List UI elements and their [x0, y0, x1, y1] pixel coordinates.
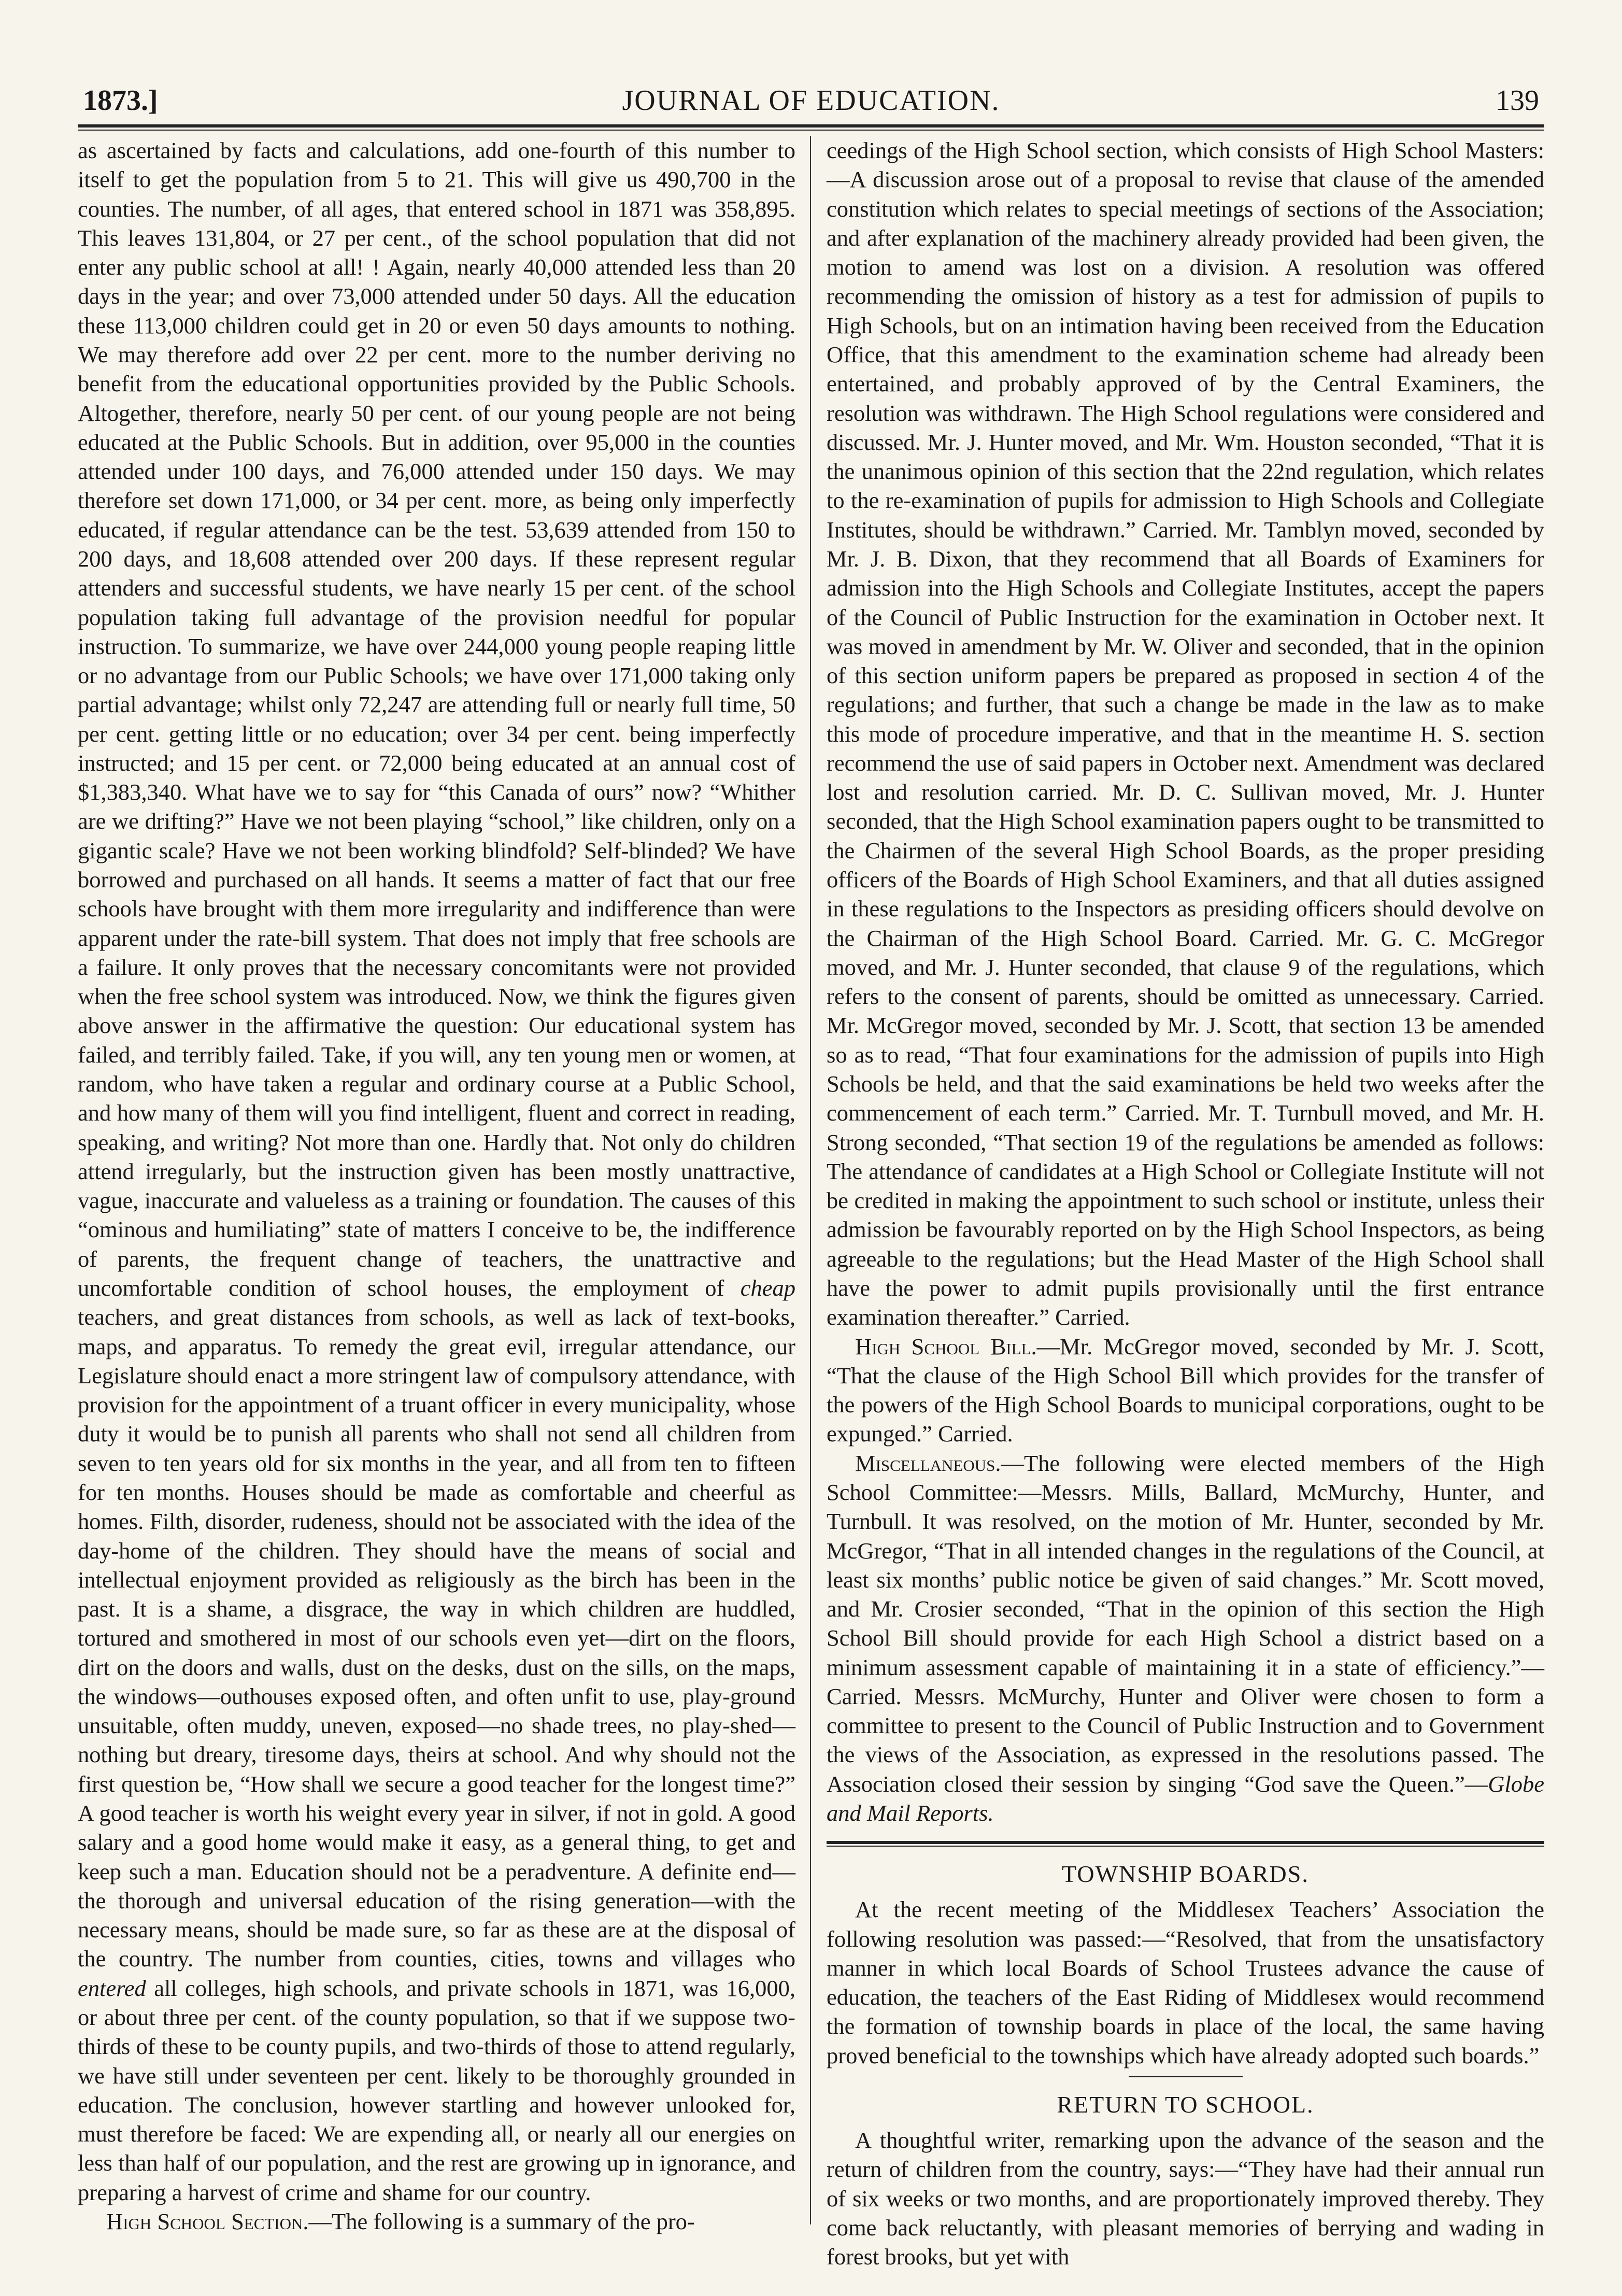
article-paragraph: as ascertained by facts and calculations, add one-fourth of this number to itself to get the population from 5 to 21. This will give us 490,700 in the counties. The number, of all ages, that entered school in 1871 was 358,895. This leaves 131,804, or 27 per cent., of the school population that did not enter any public school at all! ! Again, nearly 40,000 attended less than 20 days in the year; and over 73,000 attended under 50 days. All the education these 113,000 children could get in 20 or even 50 days amounts to nothing. We may therefore add over 22 per cent. more to the number deriving no benefit from the educational opportunities provided by the Public Schools. Altogether, therefore, nearly 50 per cent. of our young people are not being educated at the Public Schools. But in addition, over 95,000 in the counties attended under 100 days, and 76,000 attended under 150 days. We may therefore set down 171,000, or 34 per cent. more, as being only imperfectly educated, if regular attendance can be the test. 53,639 attended from 150 to 200 days, and 18,608 attended over 200 days. If these represent regular attenders and successful students, we have nearly 15 per cent. of the school population taking full advantage of the provision needful for popular instruction. To summarize, we have over 244,000 young people reaping little or no advantage from our Public Schools; we have over 171,000 taking only partial advantage; whilst only 72,247 are attending full or nearly full time, 50 per cent. getting little or no education; over 34 per cent. being imperfectly instructed; and 15 per cent. or 72,000 being educated at an annual cost of $1,383,340. What have we to say for “this Canada of ours” now? “Whither are we drifting?” Have we not been playing “school,” like children, only on a gigantic scale? Have we not been working blindfold? Self-blinded? We have borrowed and purchased on all hands. It seems a matter of fact that our free schools have brought with them more irregularity and indifference than were apparent under the rate-bill system. That does not imply that free schools are a failure. It only proves that the necessary concomitants were not provided when the free school system was introduced. Now, we think the figures given above answer in the affirmative the question: Our educational system has failed, and terribly failed. Take, if you will, any ten young men or women, at random, who have taken a regular and ordinary course at a Public School, and how many of them will you find intelligent, fluent and correct in reading, speaking, and writing? Not more than one. Hardly that. Not only do children attend irregularly, but the instruction given has been mostly unattractive, vague, inaccurate and valueless as a training or foundation. The causes of this “ominous and humiliating” state of matters I conceive to be, the indifference of parents, the frequent change of teachers, the unattractive and uncomfortable condition of school houses, the employment of cheap teachers, and great distances from schools, as well as lack of text-books, maps, and apparatus. To remedy the great evil, irregular attendance, our Legislature should enact a more stringent law of compulsory attendance, with provision for the appointment of a truant officer in every municipality, whose duty it would be to punish all parents who shall not send all children from seven to ten years old for six months in the year, and all from ten to fifteen for ten months. Houses should be made as comfortable and cheerful as homes. Filth, disorder, rudeness, should not be associated with the idea of the day-home of the children. They should have the means of social and intellectual enjoyment provided as religiously as the birch has been in the past. It is a shame, a disgrace, the way in which children are huddled, tortured and smothered in most of our schools even yet—dirt on the floors, dirt on the doors and walls, dust on the desks, dust on the sills, on the maps, the windows—outhouses exposed often, and often unfit to use, play-ground unsuitable, often muddy, uneven, exposed—no shade trees, no play-shed—nothing but dreary, tiresome days, theirs at school. And why should not the first question be, “How shall we secure a good teacher for the longest time?” A good teacher is worth his weight every year in silver, if not in gold. A good salary and a good home would make it easy, as a general thing, to get and keep such a man. Education should not be a peradventure. A definite end—the thorough and universal education of the rising generation—with the necessary means, should be made sure, so far as these are at the disposal of the country. The number from counties, cities, towns and villages who entered all colleges, high schools, and private schools in 1871, was 16,000, or about three per cent. of the county population, so that if we suppose two-thirds of these to be county pupils, and two-thirds of those to attend regularly, we have still under seventeen per cent. likely to be thoroughly grounded in education. The conclusion, however startling and however unlooked for, must therefore be faced: We are expending all, or nearly all our energies on less than half of our population, and the rest are growing up in ignorance, and preparing a harvest of crime and shame for our country.	[78, 137, 795, 2205]
high-school-section-paragraph: High School Section.—The following is a summary of the pro-	[106, 2208, 695, 2234]
header-year: 1873.]	[83, 84, 158, 117]
header-rule-thin	[78, 130, 1544, 131]
short-separator	[1129, 2076, 1243, 2077]
header-rule	[78, 124, 1544, 127]
section-heading: Miscellaneous.	[855, 1450, 1001, 1476]
page-header	[78, 78, 1544, 127]
source-credit: Globe and Mail Reports.	[827, 1770, 1544, 1826]
return-to-school-paragraph: A thoughtful writer, remarking upon the advance of the season and the return of children from the country, says:—“They have had their annual run of six weeks or two months, and are proportionately improved thereby. They come back reluctantly, with pleasant memories of berrying and wading in forest brooks, but yet with	[827, 2127, 1544, 2270]
township-boards-heading: TOWNSHIP BOARDS.	[1062, 1861, 1309, 1888]
journal-page	[78, 78, 1545, 2270]
section-heading: High School Section.	[106, 2208, 309, 2234]
township-boards-paragraph: At the recent meeting of the Middlesex Teachers’ Association the following resolution was passed:—“Resolved, that from the unsatisfactory manner in which local Boards of School Trustees advance the cause of education, the teachers of the East Riding of Middlesex would recommend the formation of township boards in place of the local, the same having proved beneficial to the townships which have already adopted such boards.”	[827, 1896, 1544, 2068]
column-divider	[810, 136, 811, 2224]
proceedings-paragraph: ceedings of the High School section, which consists of High School Masters:—A discussion arose out of a proposal to revise that clause of the amended constitution which relates to special meetings of sections of the Association; and after explanation of the machinery already provided had been given, the motion to amend was lost on a division. A resolution was offered recommending the omission of history as a test for admission of pupils to High Schools, but on an intimation having been received from the Education Office, that this amendment to the examination scheme had already been entertained, and probably approved of by the Central Examiners, the resolution was withdrawn. The High School regulations were considered and discussed. Mr. J. Hunter moved, and Mr. Wm. Houston seconded, “That it is the unanimous opinion of this section that the 22nd regulation, which relates to the re-examination of pupils for admission to High Schools and Collegiate Institutes, should be withdrawn.” Carried. Mr. Tamblyn moved, seconded by Mr. J. B. Dixon, that they recommend that all Boards of Examiners for admission into the High Schools and Collegiate Institutes, accept the papers of the Council of Public Instruction for the examination in October next. It was moved in amendment by Mr. W. Oliver and seconded, that in the opinion of this section uniform papers be prepared as proposed in section 4 of the regulations; and further, that such a change be made in the law as to make this mode of procedure imperative, and that in the meantime H. S. section recommend the use of said papers in October next. Amendment was declared lost and resolution carried. Mr. D. C. Sullivan moved, Mr. J. Hunter seconded, that the High School examination papers ought to be transmitted to the Chairmen of the several High School Boards, as the proper presiding officers of the Boards of High School Examiners, and that all duties assigned in these regulations to the Inspectors as presiding officers should devolve on the Chairman of the High School Board. Carried. Mr. G. C. McGregor moved, and Mr. J. Hunter seconded, that clause 9 of the regulations, which refers to the consent of parents, should be omitted as unnecessary. Carried. Mr. McGregor moved, seconded by Mr. J. Scott, that section 13 be amended so as to read, “That four examinations for the admission of pupils into High Schools be held, and that the said examinations be held two weeks after the commencement of each term.” Carried. Mr. T. Turnbull moved, and Mr. H. Strong seconded, “That section 19 of the regulations be amended as follows: The attendance of candidates at a High School or Collegiate Institute will not be credited in making the appointment to such school or institute, unless their admission be favourably reported on by the High School Inspectors, as being agreeable to the regulations; but the Head Master of the High School shall have the power to admit pupils provisionally until the first entrance examination thereafter.” Carried.	[827, 137, 1544, 1330]
header-page-number: 139	[1496, 84, 1539, 117]
section-heading: High School Bill.	[855, 1333, 1037, 1359]
right-column	[827, 136, 1545, 2270]
return-to-school-heading: RETURN TO SCHOOL.	[1057, 2091, 1314, 2118]
high-school-bill-paragraph: High School Bill.—Mr. McGregor moved, seconded by Mr. J. Scott, “That the clause of the High School Bill which provides for the transfer of the powers of the High School Boards to municipal corporations, ought to be expunged.” Carried.	[827, 1333, 1545, 1447]
left-column	[78, 136, 795, 2234]
header-journal-title: JOURNAL OF EDUCATION.	[622, 84, 1000, 117]
article-separator	[827, 1841, 1544, 1847]
miscellaneous-paragraph: Miscellaneous.—The following were elected members of the High School Committee:—Messrs. Mills, Ballard, McMurchy, Hunter, and Turnbull. It was resolved, on the motion of Mr. Hunter, seconded by Mr. McGregor, “That in all intended changes in the regulations of the Council, at least six months’ public notice be given of said changes.” Mr. Scott moved, and Mr. Crosier seconded, “That in the opinion of this section the High School Bill should provide for each High School a district based on a minimum assessment capable of maintaining it in a state of efficiency.”—Carried. Messrs. McMurchy, Hunter and Oliver were chosen to form a committee to present to the Council of Public Instruction and to Government the views of the Association, as expressed in the resolutions passed. The Association closed their session by singing “God save the Queen.”—Globe and Mail Reports.	[827, 1450, 1544, 1826]
